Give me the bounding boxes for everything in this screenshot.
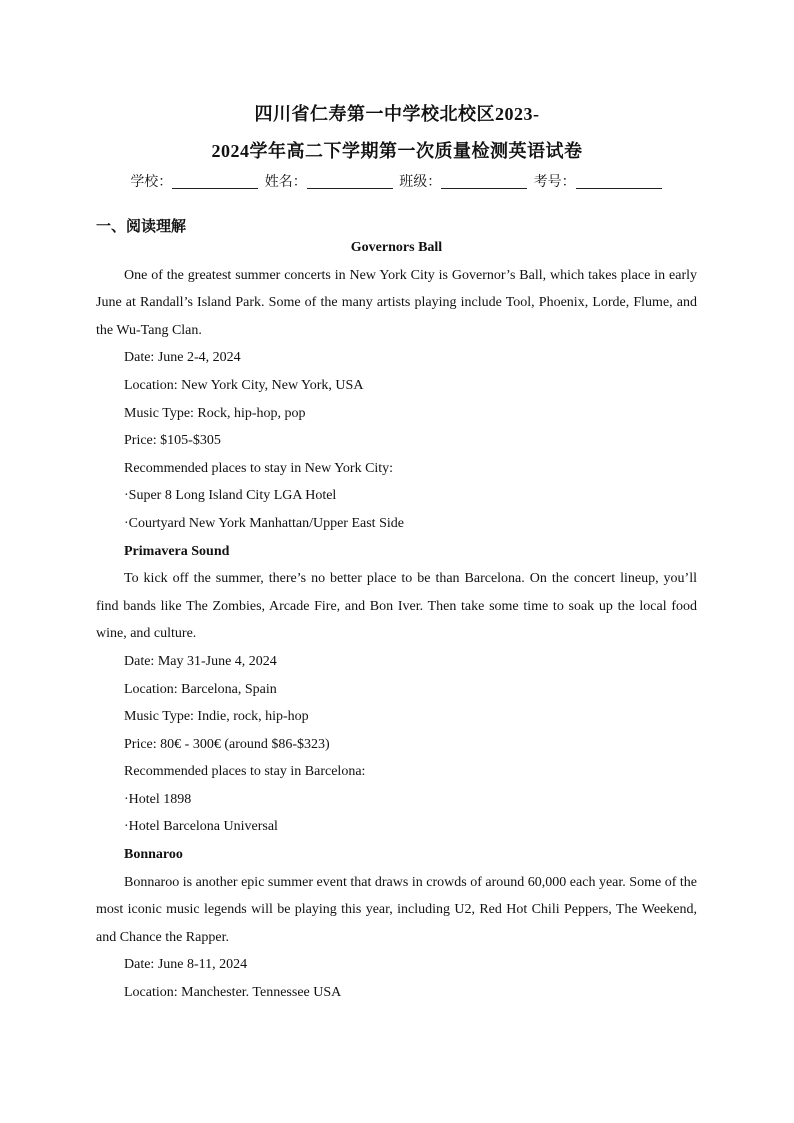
school-label: 学校： xyxy=(130,174,173,190)
hotel-item: ·Hotel 1898 xyxy=(124,791,192,807)
festival-date: Date: May 31-June 4, 2024 xyxy=(124,653,277,669)
festival-music-type: Music Type: Rock, hip-hop, pop xyxy=(124,405,306,421)
hotel-item: ·Courtyard New York Manhattan/Upper East Side xyxy=(124,515,404,531)
festival-heading: Primavera Sound xyxy=(124,543,230,559)
festival-intro: One of the greatest summer concerts in New York City is Governor’s Ball, which takes place in early June at Randall’s Island Park. Some of the many artists playing include Tool, Phoenix, Lorde, Flume, and the Wu-Tang Clan. xyxy=(96,267,697,338)
student-info-row xyxy=(0,171,794,191)
festival-intro: Bonnaroo is another epic summer event that draws in crowds of around 60,000 each year. Some of the most iconic music legends will be playing this year, including U2, Red Hot Chili Peppers, The Weekend, and Chance the Rapper. xyxy=(96,874,697,945)
class-label: 班级： xyxy=(399,174,442,190)
festival-heading: Bonnaroo xyxy=(124,847,183,863)
festival-price: Price: $105-$305 xyxy=(124,433,221,449)
class-field[interactable] xyxy=(441,174,527,189)
exam-title-line2: 2024学年高二下学期第一次质量检测英语试卷 xyxy=(211,141,583,161)
name-field[interactable] xyxy=(307,174,393,189)
festival-price: Price: 80€ - 300€ (around $86-$323) xyxy=(124,736,330,752)
festival-location: Location: New York City, New York, USA xyxy=(124,377,364,393)
section-title: 一、阅读理解 xyxy=(96,217,187,235)
hotel-item: ·Hotel Barcelona Universal xyxy=(124,819,278,835)
reading-passage xyxy=(96,234,697,1007)
festival-stay-label: Recommended places to stay in Barcelona: xyxy=(124,764,366,780)
hotel-item: ·Super 8 Long Island City LGA Hotel xyxy=(124,488,337,504)
exam-number-field[interactable] xyxy=(576,174,662,189)
festival-heading: Governors Ball xyxy=(350,240,443,255)
festival-music-type: Music Type: Indie, rock, hip-hop xyxy=(124,709,309,725)
festival-date: Date: June 8-11, 2024 xyxy=(124,957,248,973)
name-label: 姓名： xyxy=(264,174,307,190)
festival-location: Location: Barcelona, Spain xyxy=(124,681,277,697)
festival-intro: To kick off the summer, there’s no better place to be than Barcelona. On the concert lineup, you’ll find bands like The Zombies, Arcade Fire, and Bon Iver. Then take some time to soak up the local food wine, and culture. xyxy=(96,571,697,642)
festival-date: Date: June 2-4, 2024 xyxy=(124,350,241,366)
exam-number-label: 考号： xyxy=(533,174,576,190)
festival-stay-label: Recommended places to stay in New York City: xyxy=(124,460,394,476)
exam-title-line1: 四川省仁寿第一中学校北校区2023- xyxy=(254,104,540,124)
festival-location: Location: Manchester. Tennessee USA xyxy=(124,985,342,1001)
school-field[interactable] xyxy=(172,174,258,189)
